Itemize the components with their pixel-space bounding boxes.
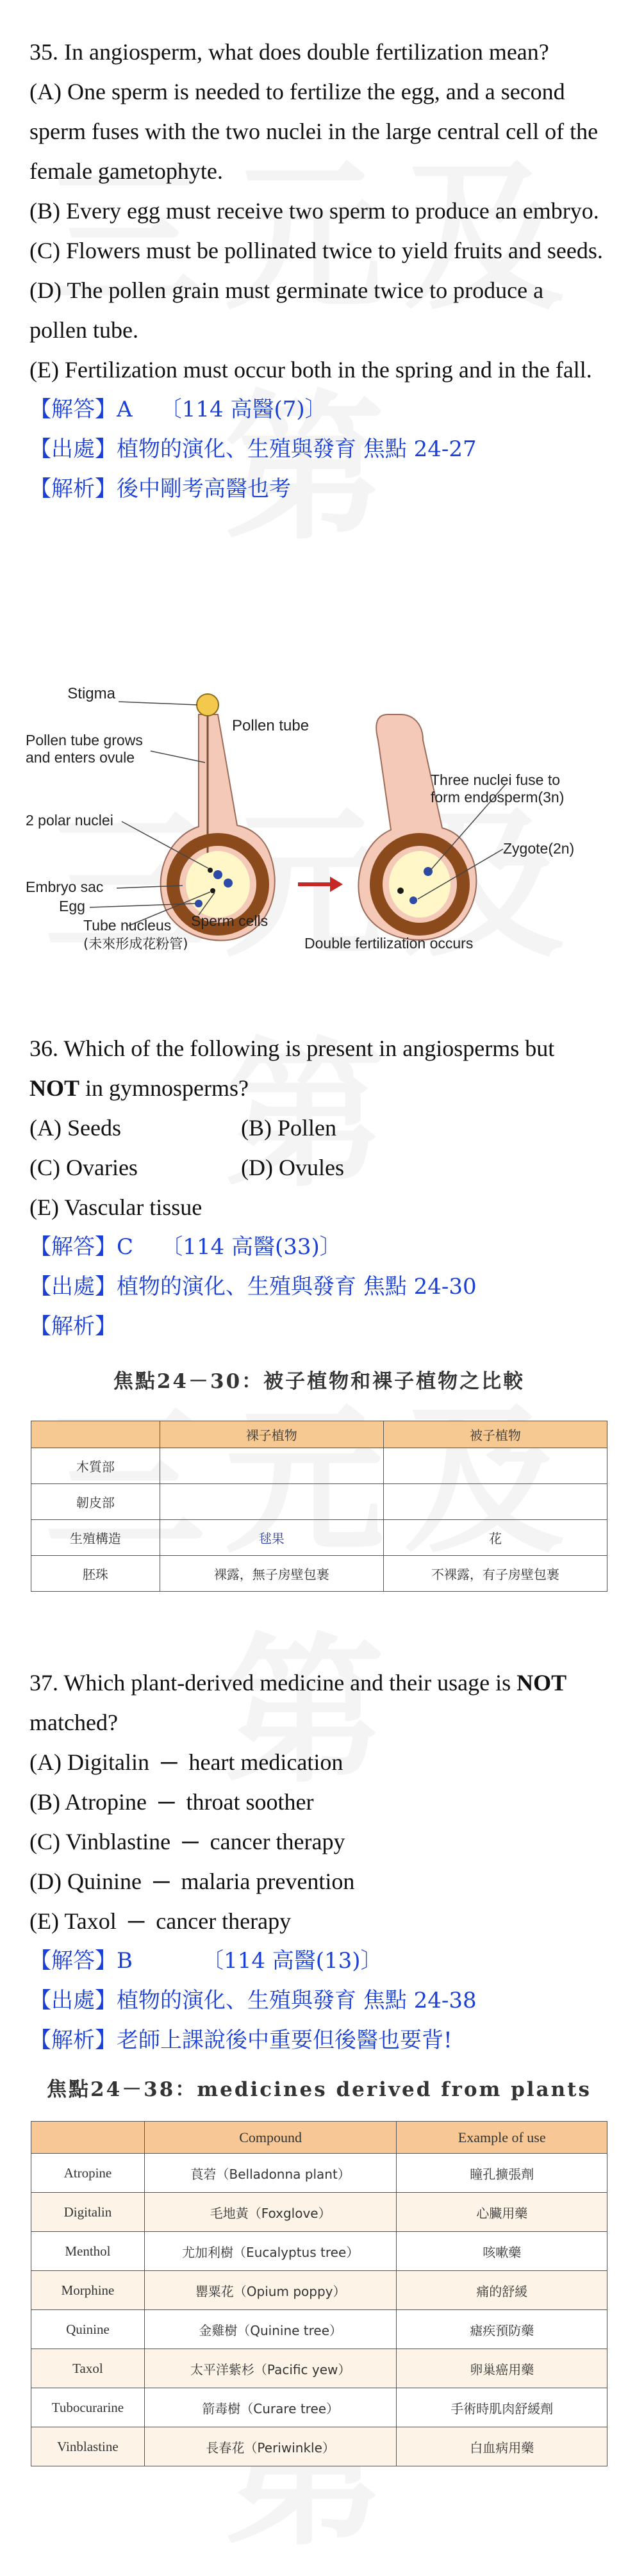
answer-value: A [117, 397, 133, 422]
label-stigma: Stigma [67, 685, 115, 702]
table-cell: 白血病用藥 [397, 2427, 607, 2466]
option-d: (D) Ovules [241, 1155, 344, 1180]
option-b: (B) Every egg must receive two sperm to produce an embryo. [29, 198, 599, 224]
option-b: (B) Pollen [241, 1115, 336, 1141]
label-tube-nucleus: Tube nucleus [83, 917, 172, 934]
table-row [31, 2349, 607, 2388]
table-cell: 胚珠 [31, 1556, 160, 1592]
comparison-table-block [31, 1365, 607, 1592]
comparison-table [31, 1421, 607, 1592]
option-d: (D) Quinine ─ malaria prevention [29, 1869, 355, 1894]
label-sperm-cells: Sperm cells [191, 912, 269, 929]
table-title: 焦點24－30：被子植物和裸子植物之比較 [113, 1370, 525, 1393]
question-stem [29, 1663, 606, 1742]
table-row [31, 2388, 607, 2427]
table-header: 裸子植物 [160, 1421, 383, 1448]
source-label: 【出處】 [29, 436, 117, 462]
question-35 [29, 32, 606, 509]
answer-value: C [117, 1234, 134, 1260]
medicine-table [31, 2121, 607, 2466]
answer-label: 【解答】 [29, 1948, 117, 1974]
table-cell: 卵巢癌用藥 [397, 2349, 607, 2388]
label-double-fertilization: Double fertilization occurs [304, 935, 474, 952]
table-cell: 咳嗽藥 [397, 2232, 607, 2271]
table-row [31, 2271, 607, 2310]
answer-source: 〔114 高醫(33)〕 [161, 1234, 342, 1260]
table-cell: 莨菪（Belladonna plant） [144, 2154, 397, 2193]
table-row [31, 2154, 607, 2193]
question-37 [29, 1663, 606, 2060]
table-cell: 不裸露，有子房壁包裹 [383, 1556, 607, 1592]
table-cell [160, 1484, 383, 1520]
table-cell: 箭毒樹（Curare tree） [144, 2388, 397, 2427]
label-tube-note: (未來形成花粉管) [83, 936, 188, 952]
answer-value: B [117, 1948, 133, 1974]
table-row [31, 2427, 607, 2466]
table-cell: Tubocurarine [31, 2388, 145, 2427]
table-cell: 太平洋紫杉（Pacific yew） [144, 2349, 397, 2388]
table-cell: Vinblastine [31, 2427, 145, 2466]
answer-line [29, 1941, 606, 1981]
label-egg: Egg [59, 898, 85, 914]
table-cell: Digitalin [31, 2193, 145, 2232]
table-cell: Quinine [31, 2310, 145, 2349]
stem-text-end: in gymnosperms? [79, 1075, 249, 1101]
table-cell [383, 1448, 607, 1484]
answer-source: 〔114 高醫(13)〕 [202, 1948, 383, 1974]
table-row [31, 2193, 607, 2232]
stem-text: 36. Which of the following is present in angiosperms but [29, 1036, 555, 1061]
source-value: 植物的演化、生殖與發育 焦點 24-38 [117, 1988, 477, 2013]
source-label: 【出處】 [29, 1274, 117, 1300]
option-e: (E) Fertilization must occur both in the spring and in the fall. [29, 357, 592, 383]
table-cell: 瞳孔擴張劑 [397, 2154, 607, 2193]
explain-label: 【解析】 [29, 476, 117, 502]
table-header-row [31, 2122, 607, 2154]
option-e: (E) Vascular tissue [29, 1194, 202, 1220]
table-cell: 生殖構造 [31, 1520, 160, 1556]
source-line [29, 1981, 606, 2020]
option-b: (B) Atropine ─ throat soother [29, 1789, 314, 1815]
table-header [31, 2122, 145, 2154]
double-fertilization-diagram [26, 679, 602, 961]
table-row [31, 1520, 607, 1556]
table-cell: 韌皮部 [31, 1484, 160, 1520]
table-row [31, 2232, 607, 2271]
table-cell: 長春花（Periwinkle） [144, 2427, 397, 2466]
table-header [31, 1421, 160, 1448]
label-zygote: Zygote(2n) [503, 840, 575, 857]
label-polar-nuclei: 2 polar nuclei [26, 812, 113, 829]
answer-line [29, 1227, 606, 1267]
table-header-row [31, 1421, 607, 1448]
table-cell: 裸露，無子房壁包裹 [160, 1556, 383, 1592]
label-pollen-tube: Pollen tube [232, 717, 310, 734]
source-value: 植物的演化、生殖與發育 焦點 24-27 [117, 436, 477, 462]
table-cell: 毛地黃（Foxglove） [144, 2193, 397, 2232]
table-cell [383, 1484, 607, 1520]
answer-label: 【解答】 [29, 1234, 117, 1260]
table-cell: 罌粟花（Opium poppy） [144, 2271, 397, 2310]
explain-line [29, 469, 606, 509]
source-line [29, 429, 606, 469]
option-a: (A) One sperm is needed to fertilize the egg, and a second sperm fuses with the two nuclei in the large central cell of the female gametophyte. [29, 79, 599, 184]
stem-text: 37. Which plant-derived medicine and their usage is [29, 1670, 517, 1696]
table-cell: 瘧疾預防藥 [397, 2310, 607, 2349]
table-cell: 毬果 [160, 1520, 383, 1556]
option-c: (C) Ovaries [29, 1155, 138, 1180]
table-cell: 尤加利樹（Eucalyptus tree） [144, 2232, 397, 2271]
table-title-prefix: 焦點24－38： [47, 2078, 197, 2101]
answer-label: 【解答】 [29, 397, 117, 422]
table-cell: 木質部 [31, 1448, 160, 1484]
table-row [31, 1556, 607, 1592]
option-c: (C) Flowers must be pollinated twice to yield fruits and seeds. [29, 238, 603, 263]
stem-emphasis: NOT [516, 1670, 567, 1696]
stem-emphasis: NOT [29, 1075, 80, 1101]
table-cell [160, 1448, 383, 1484]
label-three-nuclei: Three nuclei fuse to [431, 772, 561, 788]
stem-text-end: matched? [29, 1710, 118, 1735]
table-cell: 痛的舒緩 [397, 2271, 607, 2310]
label-embryo-sac: Embryo sac [26, 879, 104, 895]
table-title-english: medicines derived from plants [197, 2078, 591, 2101]
label-tube-grows: Pollen tube grows [26, 732, 143, 748]
table-cell: Morphine [31, 2271, 145, 2310]
table-cell: 心臟用藥 [397, 2193, 607, 2232]
answer-line [29, 390, 606, 429]
explain-label: 【解析】 [29, 1314, 117, 1339]
question-36 [29, 1028, 606, 1346]
option-a: (A) Digitalin ─ heart medication [29, 1749, 343, 1775]
table-header: 被子植物 [383, 1421, 607, 1448]
question-stem [29, 1028, 606, 1108]
explain-line [29, 1307, 606, 1346]
table-row [31, 1448, 607, 1484]
table-cell: Menthol [31, 2232, 145, 2271]
table-row [31, 1484, 607, 1520]
option-c: (C) Vinblastine ─ cancer therapy [29, 1829, 345, 1854]
table-cell: 金雞樹（Quinine tree） [144, 2310, 397, 2349]
option-d: (D) The pollen grain must germinate twice to produce a pollen tube. [29, 277, 544, 343]
explain-value: 老師上課說後中重要但後醫也要背! [117, 2027, 452, 2053]
explain-line [29, 2020, 606, 2060]
table-title [31, 2073, 607, 2102]
option-row [29, 1108, 606, 1148]
option-row [29, 1148, 606, 1187]
table-header: Example of use [397, 2122, 607, 2154]
table-cell: 花 [383, 1520, 607, 1556]
question-stem: 35. In angiosperm, what does double fertilization mean? [29, 39, 549, 65]
answer-source: 〔114 高醫(7)〕 [160, 397, 327, 422]
table-cell: 手術時肌肉舒緩劑 [397, 2388, 607, 2427]
medicine-table-body [31, 2154, 607, 2466]
table-cell: Taxol [31, 2349, 145, 2388]
explain-value: 後中剛考高醫也考 [117, 476, 291, 502]
source-value: 植物的演化、生殖與發育 焦點 24-30 [117, 1274, 477, 1300]
source-label: 【出處】 [29, 1988, 117, 2013]
table-header: Compound [144, 2122, 397, 2154]
table-cell: Atropine [31, 2154, 145, 2193]
option-a: (A) Seeds [29, 1115, 121, 1141]
source-line [29, 1267, 606, 1307]
option-e: (E) Taxol ─ cancer therapy [29, 1908, 292, 1934]
label-endosperm: form endosperm(3n) [431, 789, 565, 805]
medicine-table-block [31, 2073, 607, 2466]
label-enters-ovule: and enters ovule [26, 749, 135, 766]
table-row [31, 2310, 607, 2349]
explain-label: 【解析】 [29, 2027, 117, 2053]
